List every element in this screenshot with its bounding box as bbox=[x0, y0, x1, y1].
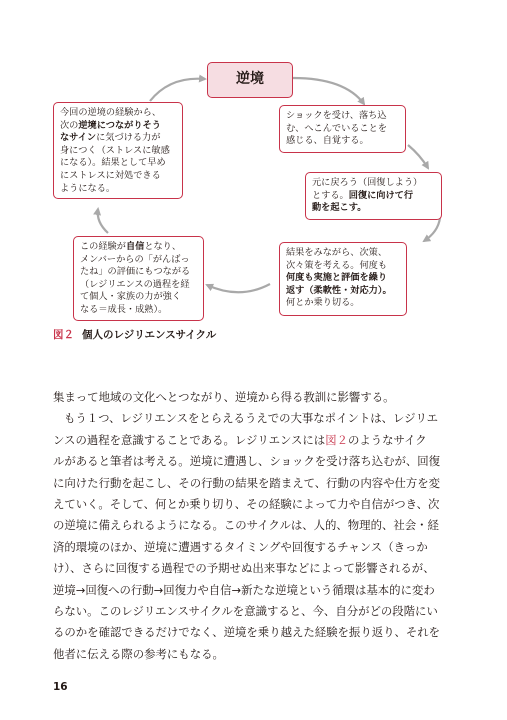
signs-line-1: 今回の逆境の経験から、 bbox=[60, 107, 162, 118]
signs-line-3a: なサイン bbox=[60, 132, 97, 144]
body-line-7: の逆境に備えられるようになる。このサイクルは、人的、物理的、社会・経 bbox=[53, 518, 439, 533]
body-line-6: えていく。そして、何とか乗り切り、その経験によって力や自信がつき、次 bbox=[53, 496, 440, 511]
confidence-line-4: （レジリエンスの過程を経 bbox=[80, 278, 190, 290]
shock-line-1: ショックを受け、落ち込 bbox=[286, 110, 387, 121]
signs-line-2a: 次の bbox=[60, 119, 79, 131]
body-line-3 bbox=[53, 430, 443, 451]
signs-line-4: 身につく（ストレスに敏感 bbox=[60, 144, 170, 156]
repeat-line-2: 次々策を考える。何度も bbox=[286, 259, 388, 271]
repeat-line-4a: 返す bbox=[286, 284, 305, 296]
page-number: 16 bbox=[53, 681, 68, 693]
confidence-line-1b: 自信 bbox=[125, 241, 145, 252]
body-line-3a: ンスの過程を意識することである。レジリエンスには bbox=[53, 432, 326, 447]
signs-line-6: にストレスに対処できる bbox=[60, 169, 161, 181]
signs-box bbox=[53, 102, 183, 199]
adversity-center-box: 逆境 bbox=[207, 62, 293, 98]
body-line-4: ルがあると筆者は考える。逆境に遭遇し、ショックを受け落ち込むが、回復 bbox=[53, 454, 441, 469]
confidence-line-5: て個人・家族の力が強く bbox=[80, 291, 182, 303]
body-text bbox=[53, 387, 443, 665]
confidence-line-2: メンバーからの「がんばっ bbox=[80, 253, 190, 265]
recover-line-1: 元に戻ろう（回復しよう） bbox=[312, 177, 423, 188]
recover-line-2a: とする。 bbox=[312, 189, 349, 201]
arrow-to-shock bbox=[293, 78, 364, 104]
shock-line-3: 感じる、自覚する。 bbox=[286, 135, 369, 147]
recover-box bbox=[305, 172, 442, 220]
arrow-to-signs bbox=[98, 209, 108, 233]
body-line-1: 集まって地域の文化へとつながり、逆境から得る教訓に影響する。 bbox=[53, 390, 395, 404]
figure-title: 個人のレジリエンスサイクル bbox=[82, 329, 217, 341]
arrow-to-confidence bbox=[207, 284, 270, 292]
confidence-line-6: なる＝成長・成熟）。 bbox=[80, 303, 168, 315]
figure-caption bbox=[53, 327, 216, 342]
recover-line-2b: 回復に向けて行 bbox=[348, 189, 414, 201]
figure-number: 図２ bbox=[53, 329, 74, 341]
confidence-line-3: たね」の評価にもつながる bbox=[80, 266, 191, 278]
repeat-line-5: 何とか乗り切る。 bbox=[286, 297, 360, 309]
repeat-line-3: 何度も実施と評価を繰り bbox=[286, 272, 388, 284]
body-line-10: 逆境→回復への行動→回復力や自信→新たな逆境という循環は基本的に変わ bbox=[53, 582, 435, 597]
confidence-line-1a: この経験が bbox=[80, 241, 126, 252]
body-line-13: 他者に伝える際の参考にもなる。 bbox=[53, 646, 224, 661]
body-line-3b: のようなサイク bbox=[347, 432, 427, 447]
arrow-to-recover bbox=[408, 145, 428, 168]
figure-reference-link[interactable]: 図２ bbox=[325, 432, 348, 447]
body-line-2: もう１つ、レジリエンスをとらえるうえでの大事なポイントは、レジリエ bbox=[64, 411, 439, 426]
repeat-line-1: 結果をみながら、次策、 bbox=[286, 247, 388, 258]
arrow-to-center bbox=[150, 79, 205, 101]
signs-line-2b: 逆境につながりそう bbox=[78, 119, 161, 131]
body-line-8: 済的環境のほか、逆境に遭遇するタイミングや回復するチャンス（きっか bbox=[53, 539, 428, 554]
repeat-line-4b: （柔軟性・対応力）。 bbox=[304, 284, 392, 296]
signs-line-3b: に気づける力が bbox=[96, 132, 161, 144]
shock-line-2: む、へこんでいることを bbox=[286, 122, 388, 134]
confidence-box bbox=[73, 236, 204, 321]
body-line-9: け）、さらに回復する過程での予期せぬ出来事などによって影響されるが、 bbox=[53, 561, 435, 576]
signs-line-7: ようになる。 bbox=[60, 182, 116, 194]
arrow-to-repeat bbox=[424, 218, 440, 241]
shock-box bbox=[279, 105, 406, 153]
signs-line-5: になる）。結果として早め bbox=[60, 157, 166, 169]
repeat-box bbox=[279, 242, 407, 316]
body-line-12: るのかを確認できるだけでなく、逆境を乗り越えた経験を振り返り、それを bbox=[53, 625, 441, 640]
body-line-11: らない。このレジリエンスサイクルを意識すると、今、自分がどの段階にい bbox=[53, 603, 438, 618]
body-line-5: に向けた行動を起こし、その行動の結果を踏まえて、行動の内容や仕方を変 bbox=[53, 475, 441, 490]
recover-line-3: 動を起こす。 bbox=[312, 202, 367, 214]
confidence-line-1c: となり、 bbox=[144, 241, 182, 252]
